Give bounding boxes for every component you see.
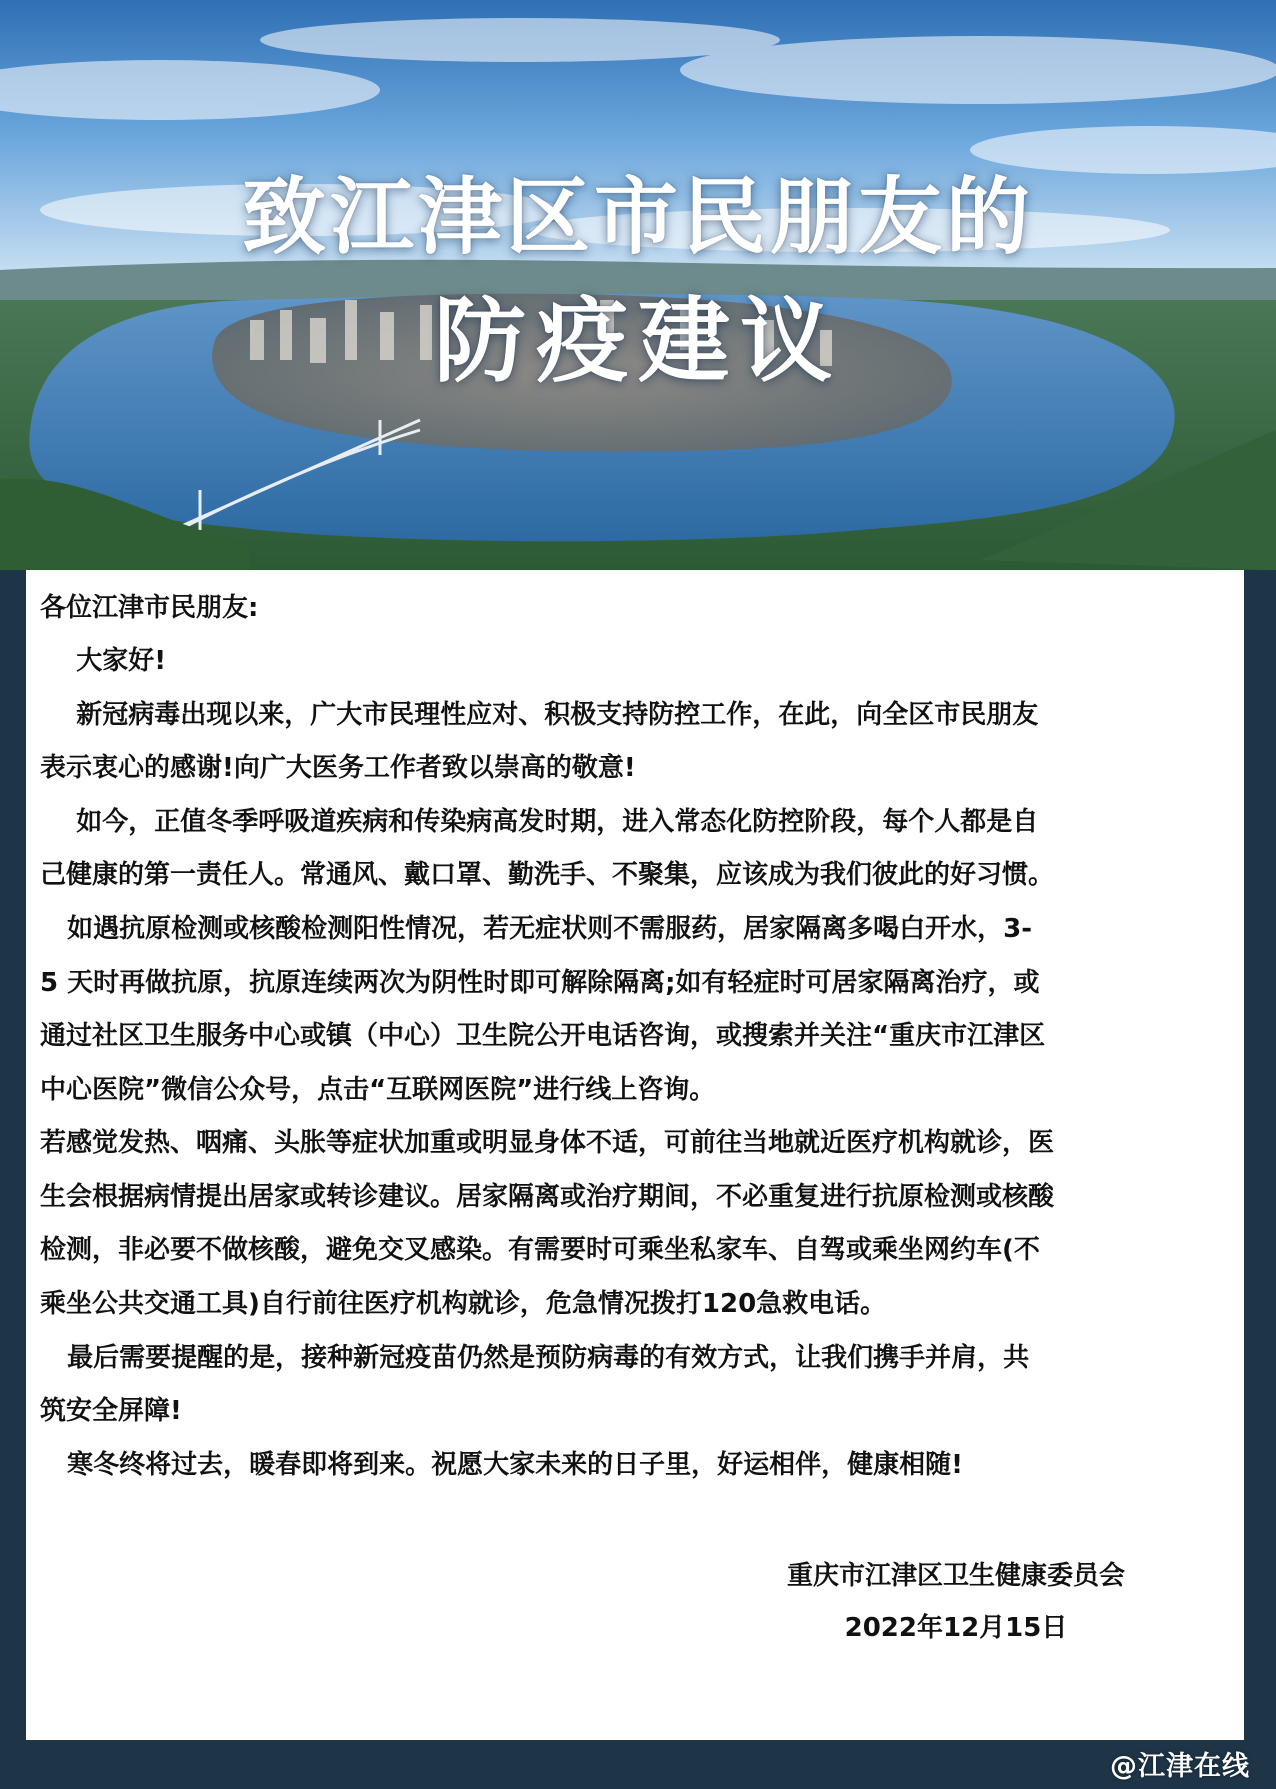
title-line-1: 致江津区市民朋友的 [241, 167, 1034, 266]
paragraph-line: 中心医院”微信公众号，点击“互联网医院”进行线上咨询。 [40, 1075, 716, 1105]
title-line-2: 防疫建议 [433, 287, 842, 395]
paragraph-line: 如今，正值冬季呼吸道疾病和传染病高发时期，进入常态化防控阶段，每个人都是自 [40, 807, 1039, 837]
paragraph-line: 最后需要提醒的是，接种新冠疫苗仍然是预防病毒的有效方式，让我们携手并肩，共 [40, 1343, 1030, 1373]
watermark: @江津在线 [1110, 1751, 1250, 1782]
paragraph-line: 己健康的第一责任人。常通风、戴口罩、勤洗手、不聚集，应该成为我们彼此的好习惯。 [40, 860, 1055, 890]
paragraph-line: 5 天时再做抗原，抗原连续两次为阴性时即可解除隔离;如有轻症时可居家隔离治疗，或 [40, 968, 1040, 998]
paragraph-line: 新冠病毒出现以来，广大市民理性应对、积极支持防控工作，在此，向全区市民朋友 [40, 700, 1039, 730]
paragraph-line: 检测，非必要不做核酸，避免交叉感染。有需要时可乘坐私家车、自驾或乘坐网约车(不 [40, 1235, 1040, 1265]
paragraph-line: 表示衷心的感谢!向广大医务工作者致以崇高的敬意! [40, 753, 636, 783]
paragraph-line: 筑安全屏障! [40, 1396, 182, 1426]
signature-org: 重庆市江津区卫生健康委员会 [786, 1561, 1125, 1591]
paragraph-line: 若感觉发热、咽痛、头胀等症状加重或明显身体不适，可前往当地就近医疗机构就诊，医 [40, 1128, 1055, 1158]
letter-body [26, 570, 1244, 1740]
hero-banner [0, 0, 1276, 570]
paragraph-line: 生会根据病情提出居家或转诊建议。居家隔离或治疗期间，不必重复进行抗原检测或核酸 [40, 1182, 1055, 1212]
signature-date: 2022年12月15日 [844, 1613, 1068, 1643]
paragraph-line: 大家好! [40, 646, 167, 676]
salutation: 各位江津市民朋友: [40, 593, 259, 623]
paragraph-line: 乘坐公共交通工具)自行前往医疗机构就诊，危急情况拨打120急救电话。 [40, 1289, 887, 1319]
paragraph-line: 通过社区卫生服务中心或镇（中心）卫生院公开电话咨询，或搜索并关注“重庆市江津区 [40, 1021, 1046, 1051]
paragraph-line: 寒冬终将过去，暖春即将到来。祝愿大家未来的日子里，好运相伴，健康相随! [40, 1450, 964, 1480]
paragraph-line: 如遇抗原检测或核酸检测阳性情况，若无症状则不需服药，居家隔离多喝白开水，3- [40, 914, 1033, 944]
